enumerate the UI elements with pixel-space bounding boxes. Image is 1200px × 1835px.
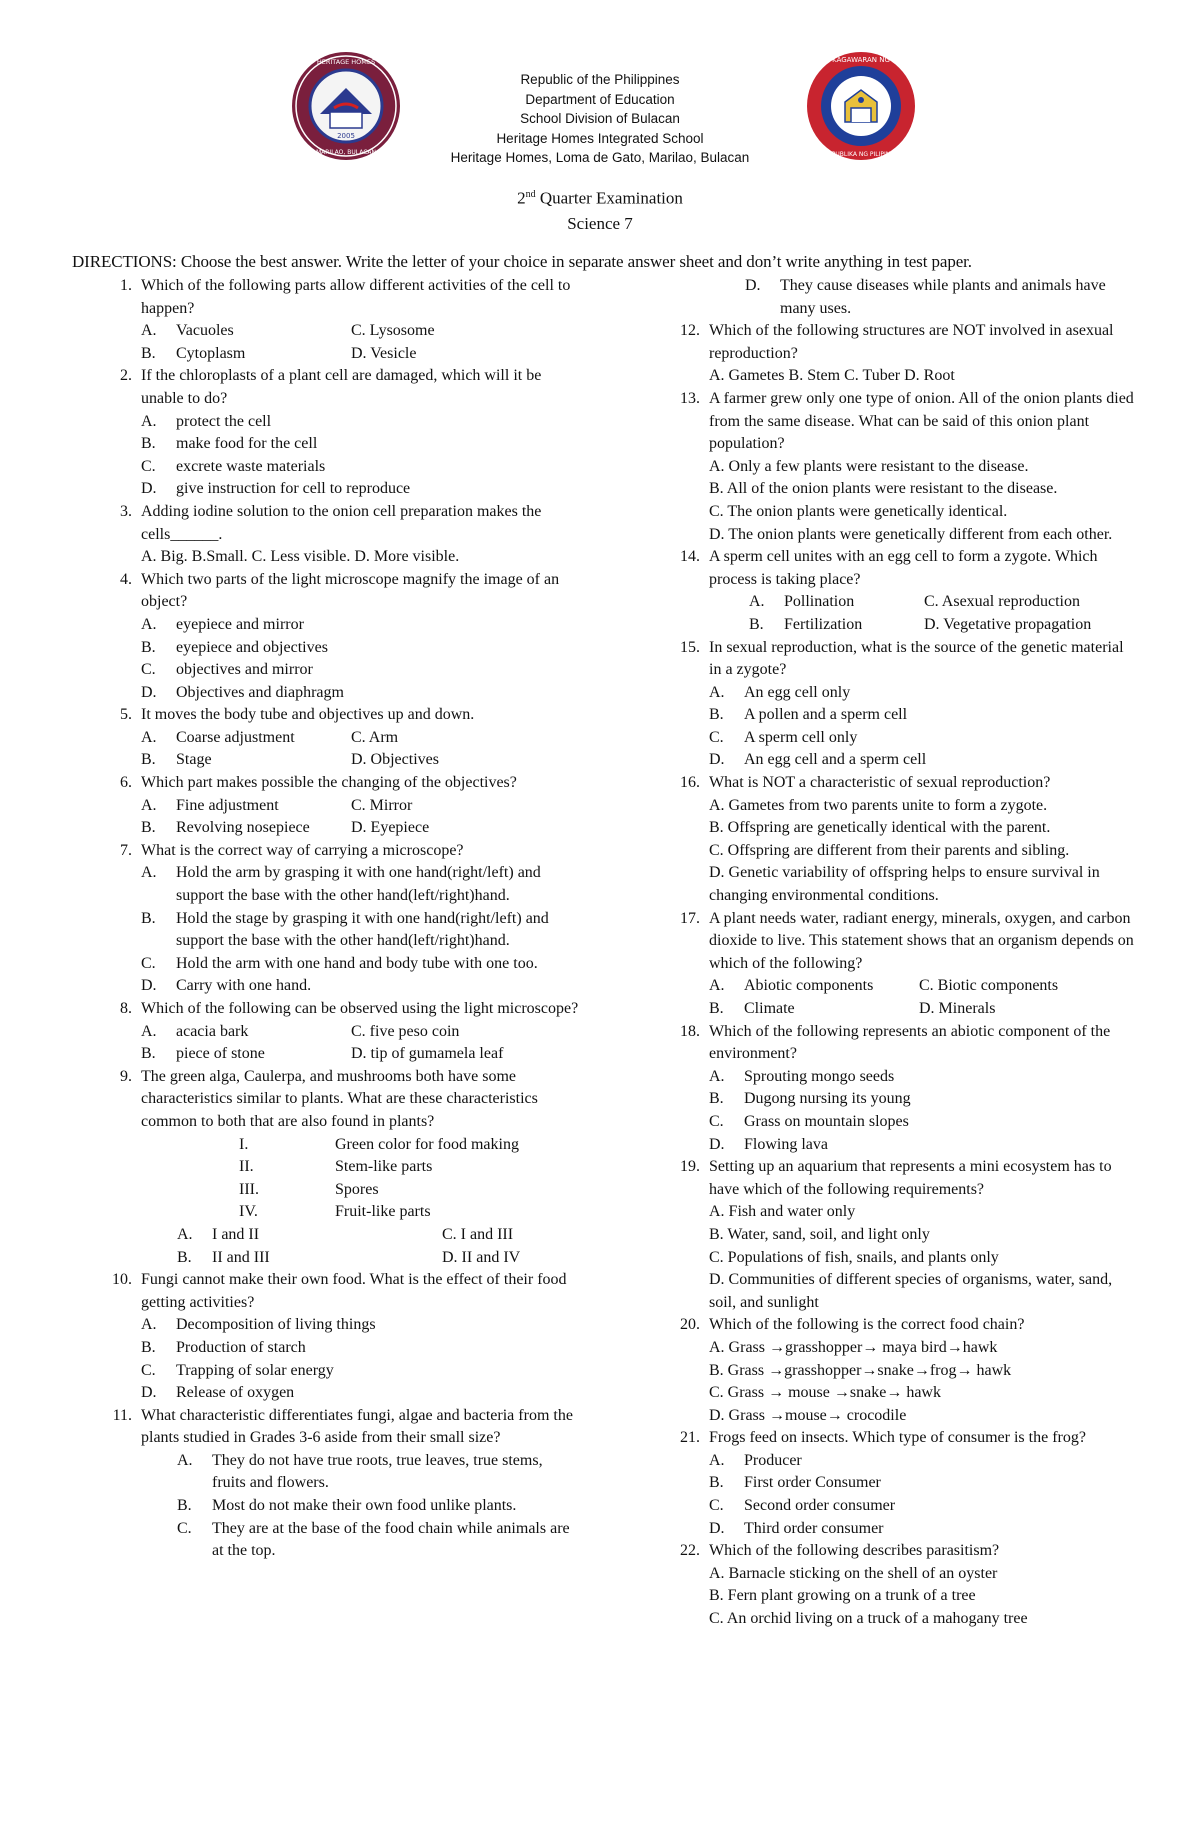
header-line: Heritage Homes, Loma de Gato, Marilao, Bulacan <box>450 150 750 165</box>
question-11-continued: D. They cause diseases while plants and animals have many uses. <box>745 277 1106 317</box>
question-3: 3. Adding iodine solution to the onion cell preparation makes the cells______. A. Big. B.Small. C. Less visible. D. More visible. <box>120 502 542 566</box>
svg-text:MARILAO, BULACAN: MARILAO, BULACAN <box>315 149 377 156</box>
exam-title: 2nd Quarter Examination Science 7 <box>0 182 1200 236</box>
header-line: Republic of the Philippines <box>520 72 680 87</box>
question-14: 14. A sperm cell unites with an egg cell to form a zygote. Which process is taking place? A. Pollination C. Asexual reproduction B. Fertilization D. Vegetative propagation <box>680 548 1098 633</box>
question-12: 12. Which of the following structures are NOT involved in asexual reproduction? A. Gametes B. Stem C. Tuber D. Root <box>680 322 1114 385</box>
question-10: 10. Fungi cannot make their own food. What is the effect of their food getting activities? A. Decomposition of living things B. Production of starch C. Trapping of solar energy D. Release of oxygen <box>112 1271 567 1402</box>
question-2: 2. If the chloroplasts of a plant cell are damaged, which will it be unable to do? A. protect the cell B. make food for the cell C. excrete waste materials D. give instruction for cell to reproduce <box>120 367 542 498</box>
question-11: 11. What characteristic differentiates fungi, algae and bacteria from the plants studied in Grades 3-6 aside from their small size? A. They do not have true roots, true leaves, true stems, fruits and flowers. B. Most do not make their own food unlike plants. C. They are at the base of the food chain while animals are at the top. <box>112 1406 573 1560</box>
svg-text:REPUBLIKA NG PILIPINAS: REPUBLIKA NG PILIPINAS <box>823 151 899 158</box>
question-13: 13. A farmer grew only one type of onion. All of the onion plants died from the same disease. What can be said of this onion plant population? A. Only a few plants were resistant to the disease. B. All of the onion plants were resistant to the disease. C. The onion plants were genetically identical. D. The onion plants were genetically different from each other. <box>680 389 1134 543</box>
question-16: 16. What is NOT a characteristic of sexual reproduction? A. Gametes from two parents unite to form a zygote. B. Offspring are genetically identical with the parent. C. Offspring are different from their parents and sibling. D. Genetic variability of offspring helps to ensure survival in changing environmental conditions. <box>680 774 1100 905</box>
header-line: Heritage Homes Integrated School <box>496 130 704 146</box>
svg-text:KAGAWARAN NG: KAGAWARAN NG <box>832 56 890 64</box>
question-17: 17. A plant needs water, radiant energy, minerals, oxygen, and carbon dioxide to live. This statement shows that an organism depends on which of the following? A. Abiotic components C. Biotic components B. Climate D. Minerals <box>680 909 1134 1017</box>
question-19: 19. Setting up an aquarium that represents a mini ecosystem has to have which of the following requirements? A. Fish and water only B. Water, sand, soil, and light only C. Populations of fish, snails, and plants only D. Communities of different species of organisms, water, sand, soil, and sunlight <box>680 1158 1113 1311</box>
question-21: 21. Frogs feed on insects. Which type of consumer is the frog? A. Producer B. First order Consumer C. Second order consumer D. Third order consumer <box>680 1429 1086 1537</box>
question-4: 4. Which two parts of the light microscope magnify the image of an object? A. eyepiece and mirror B. eyepiece and objectives C. objectives and mirror D. Objectives and diaphragm <box>120 570 560 701</box>
question-15: 15. In sexual reproduction, what is the source of the genetic material in a zygote? A. An egg cell only B. A pollen and a sperm cell C. A sperm cell only D. An egg cell and a sperm cell <box>680 638 1124 769</box>
question-7: 7. What is the correct way of carrying a microscope? A. Hold the arm by grasping it with one hand(right/left) and support the base with the other hand(left/right)hand. B. Hold the stage by grasping it with one hand(right/left) and support the base with the other hand(left/right)hand. C. Hold the arm with one hand and body tube with one too. D. Carry with one hand. <box>120 841 549 995</box>
header-line: Department of Education <box>525 91 675 107</box>
question-20: 20. Which of the following is the correct food chain? A. Grass →grasshopper→ maya bird→hawk B. Grass →grasshopper→snake→frog→ hawk C. Grass → mouse →snake→ hawk D. Grass →mouse→ crocodile <box>680 1316 1025 1424</box>
question-6: 6. Which part makes possible the changing of the objectives? A. Fine adjustment C. Mirror B. Revolving nosepiece D. Eyepiece <box>120 774 517 837</box>
subject: Science 7 <box>567 213 633 233</box>
question-9: 9. The green alga, Caulerpa, and mushrooms both have some characteristics similar to plants. What are these characteristics common to both that are also found in plants? I. Green color for food making II. Stem-like parts III. Spores IV. Fruit-like parts A. I and II C. I and III B. II and III D. II and IV <box>120 1067 538 1266</box>
question-1: 1. Which of the following parts allow different activities of the cell to happen? <box>120 277 571 317</box>
svg-text:HERITAGE HOMES: HERITAGE HOMES <box>316 58 376 66</box>
question-8: 8. Which of the following can be observed using the light microscope? A. acacia bark C. five peso coin B. piece of stone D. tip of gumamela leaf <box>120 1000 579 1063</box>
directions: DIRECTIONS: Choose the best answer. Write the letter of your choice in separate answer sheet and don’t write anything in test paper. <box>72 252 972 271</box>
right-column <box>668 275 1138 1631</box>
header-line: School Division of Bulacan <box>520 111 680 126</box>
question-22: 22. Which of the following describes parasitism? A. Barnacle sticking on the shell of an oyster B. Fern plant growing on a trunk of a tree C. An orchid living on a truck of a mahogany tree <box>680 1542 1028 1628</box>
question-5: 5. It moves the body tube and objectives up and down. A. Coarse adjustment C. Arm B. Stage D. Objectives <box>120 706 475 769</box>
left-column: 1. Which of the following parts allow different activities of the cell to happen? A. Vacuoles C. Lysosome B. Cytoplasm D. Vesicle 2. If the chloroplasts of a plant cell are damaged, which will it be unable to do? A. protect the cell B. make food for the cell C. excrete waste materials D. give instruction for cell to reproduce 3. Adding iodine solution to the onion cell preparation makes the cells______. A. Big. B.Small. C. Less visible. D. More visible. 4. Which two parts of the light microscope magnify the image of an object? A. eyepiece and mirror B. eyepiece and objectives C. objectives and mirror D. Objectives and diaphragm 5. It moves the body tube and objectives up and down. A. Coarse adjustment C. Arm B. Stage D. Objectives 6. Which part makes possible the changing of the objectives? A. Fine adjustment C. Mirror B. Revolving nosepiece D. Eyepiece 7. What is the correct way of carrying a microscope? A. Hold the arm by grasping it with one hand(right/left) and support the base with the other hand(left/right)hand. B. Hold the stage by grasping it with one hand(right/left) and support the base with the other hand(left/right)hand. C. Hold the arm with one hand and body tube with one too. D. Carry with one hand. 8. Which of the following can be observed using the light microscope? A. acacia bark C. five peso coin B. piece of stone D. tip of gumamela leaf 9. The green alga, Caulerpa, and mushrooms both have some characteristics similar to plants. What are these characteristics common to both that are also found in plants? I. Green color for food making II. Stem-like parts III. Spores IV. Fruit-like parts A. I and II C. I and III B. II and III D. II and IV 10. Fungi cannot make their own food. What is the effect of their food getting activities? A. Decomposition of living things B. Production of starch C. Trapping of solar energy D. Release of oxygen 11. What characteristic differentiates fungi, algae and bacteria from the plants studied in Grades 3-6 aside from their small size? A. They do not have true roots, true leaves, true stems, fruits and flowers. B. Most do not make their own food unlike plants. C. They are at the base of the food chain while animals are at the top. <box>100 275 580 1563</box>
school-header <box>0 70 1200 168</box>
svg-text:2005: 2005 <box>337 132 355 140</box>
question-18: 18. Which of the following represents an abiotic component of the environment? A. Sprouting mongo seeds B. Dugong nursing its young C. Grass on mountain slopes D. Flowing lava <box>680 1022 1111 1153</box>
